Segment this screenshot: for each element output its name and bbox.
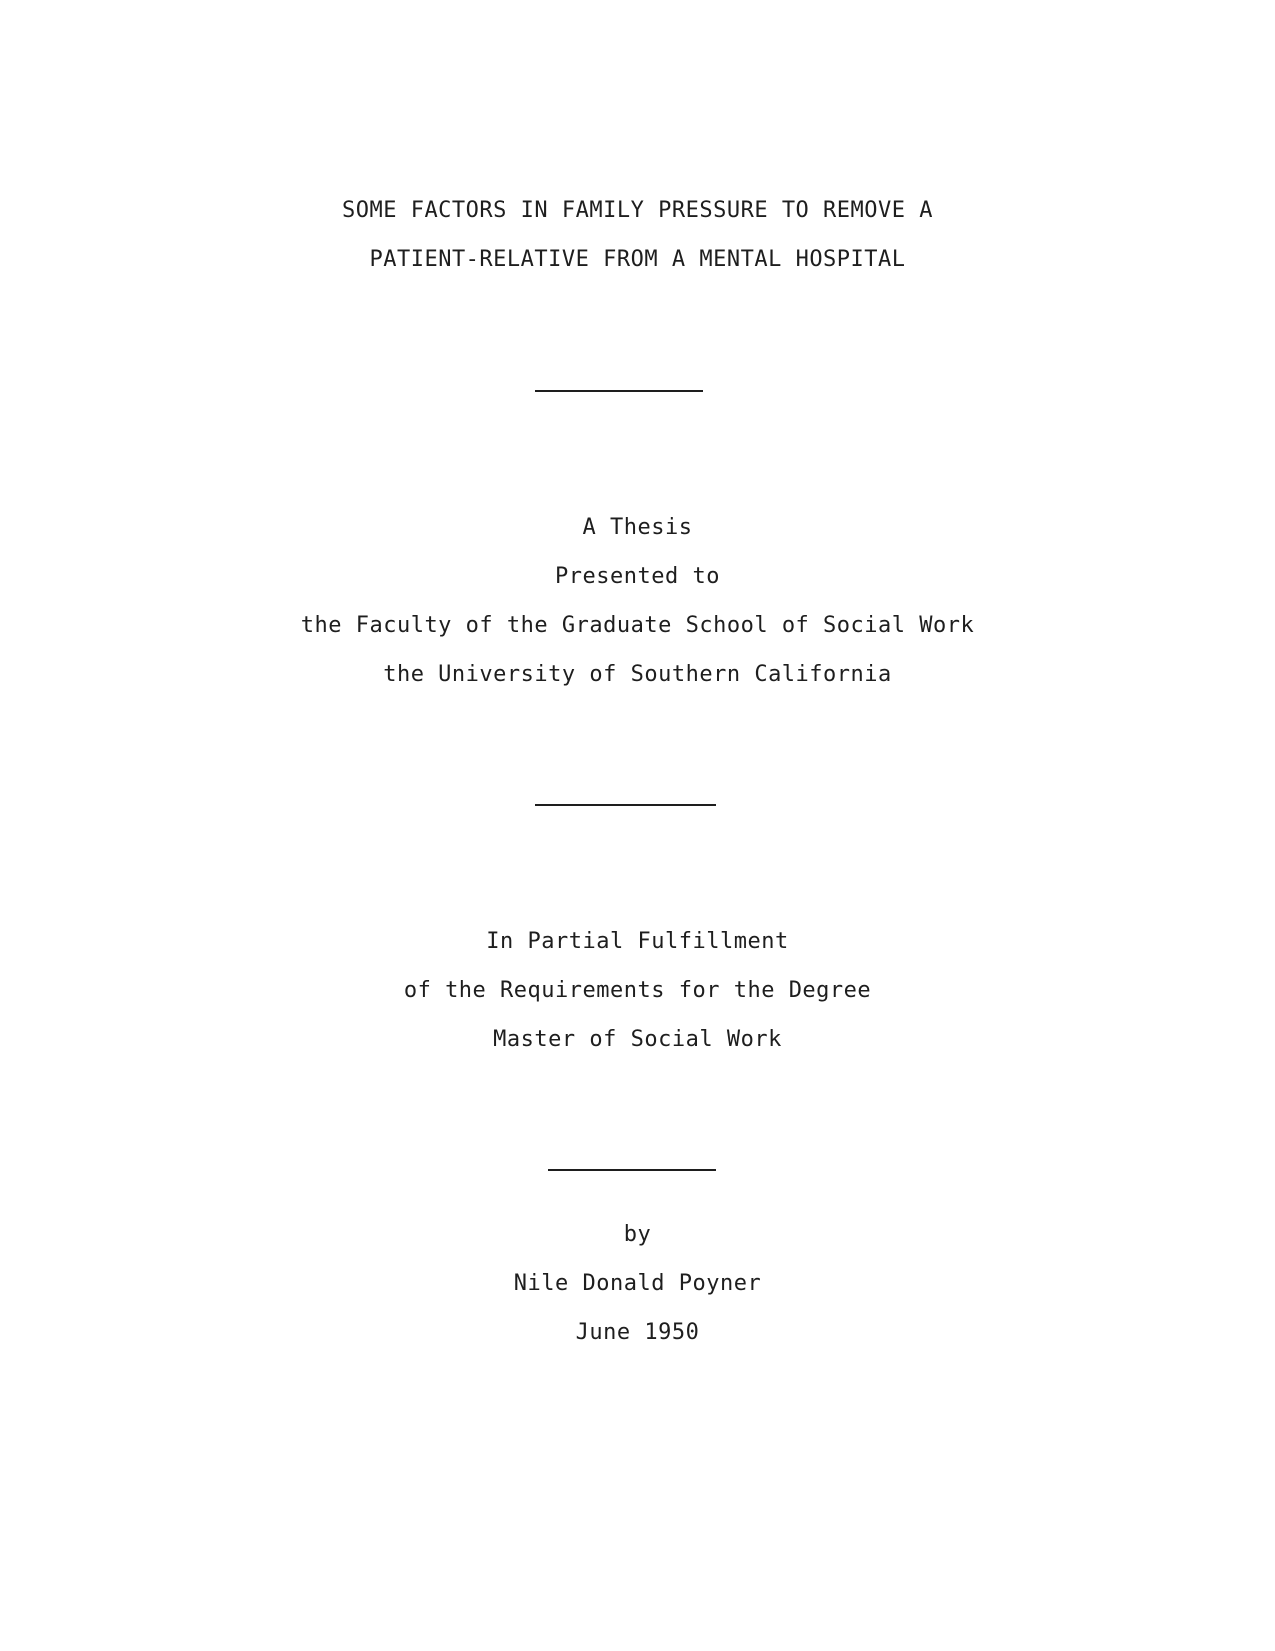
faculty-line: the Faculty of the Graduate School of Social Work xyxy=(300,613,975,638)
by-line: by xyxy=(623,1222,652,1247)
university-line: the University of Southern California xyxy=(383,662,892,687)
requirements-line: of the Requirements for the Degree xyxy=(403,978,872,1003)
author-name: Nile Donald Poyner xyxy=(513,1271,762,1296)
section-divider-3 xyxy=(548,1169,716,1171)
thesis-title-line-1: SOME FACTORS IN FAMILY PRESSURE TO REMOVE A xyxy=(341,198,934,223)
presented-to-line: Presented to xyxy=(555,564,720,589)
fulfillment-line: In Partial Fulfillment xyxy=(486,929,789,954)
section-divider-1 xyxy=(535,390,703,392)
thesis-title-line-2: PATIENT-RELATIVE FROM A MENTAL HOSPITAL xyxy=(369,247,906,272)
degree-line: Master of Social Work xyxy=(493,1027,782,1052)
thesis-label: A Thesis xyxy=(582,515,693,540)
submission-date: June 1950 xyxy=(575,1320,700,1345)
section-divider-2 xyxy=(535,804,716,806)
